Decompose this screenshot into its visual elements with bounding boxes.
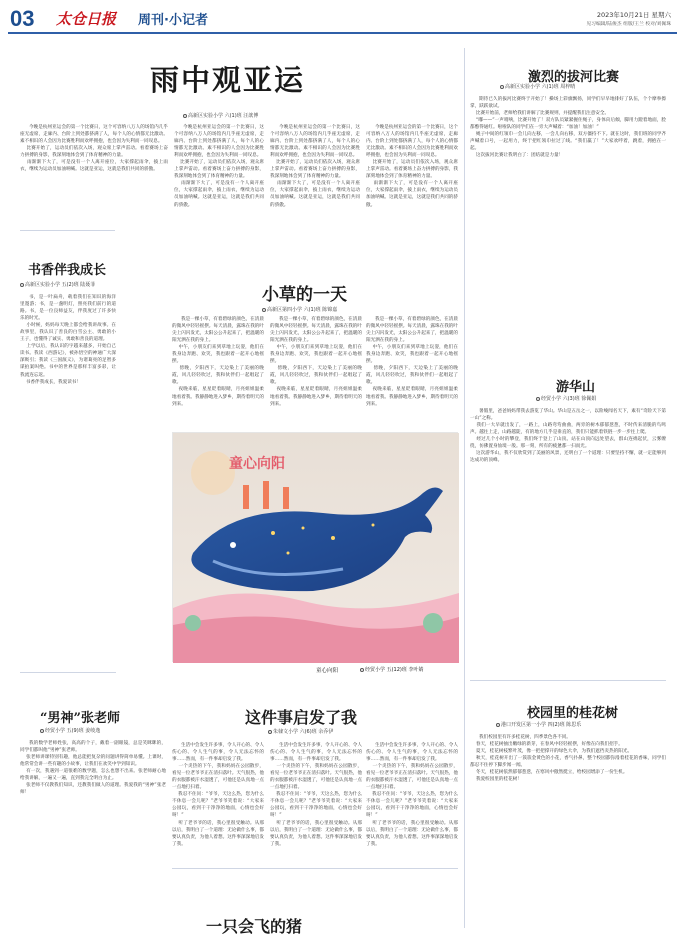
article-body-huashan: 暑假里，爸爸妈妈带我去游览了华山。华山是五岳之一，以险峻闻名天下，素有“奇险天下第一山”之称。 我们一大早就出发了，一路上，山路弯弯曲曲，两旁的树木郁郁葱葱，不时传来清脆的鸟鸣声。越往上走，山路越陡，有的地方几乎是垂直的，我们只能抓着铁链一步一步往上爬。 经过几个小时的攀登，我们终于登上了山顶。站在山顶向远处望去，群山连绵起伏，云雾缭绕，仿佛置身仙境一般。那一刻，所有的疲惫都一扫而光。 这次游华山，我不仅欣赏到了美丽的风景，还明白了一个道理：只要坚持不懈，就一定能够到达成功的顶峰。 (470, 409, 666, 464)
article-body-zhanglaoshi: 我的数学老师姓张，高高的个子，戴着一副眼镜，总是笑眯眯的，同学们都叫他“男神”张老师。 张老师讲课特别有趣，他总能把复杂的问题讲得简单易懂。上课时，他常常会讲一些有趣的小故事，让我们在欢笑中学到知识。 有一次，我遇到一道很难的数学题，怎么也想不出来。张老师耐心地给我讲解，一遍又一遍，直到我完全明白为止。 张老师不仅教我们知识，还教我们做人的道理。我爱我的“男神”张老师！ (20, 741, 167, 796)
article-body-guihua: 我们校园里有许多桂花树，四季景色各不同。 春天，桂花树抽出嫩绿的新芽，在春风中轻轻摇摆，好像在向我们招手。 夏天，桂花树枝繁叶茂，像一把把撑开的绿色大伞，为我们遮挡炎热的阳光。 秋天，桂花树开出了一簇簇金黄色的小花，香气扑鼻，整个校园都弥漫着桂花的香味，同学们都忍不住停下脚步闻一闻。 冬天，桂花树依然郁郁葱葱，在寒风中傲然挺立，给校园增添了一份生机。 我爱校园里的桂花树！ (470, 735, 666, 783)
header-rule (8, 32, 677, 34)
editor-line: 见习编辑/陆俊杰 组版/王兰 校对/刘佩珠 (586, 22, 671, 27)
article-title-bahe: 激烈的拔河比赛 (528, 70, 620, 85)
article-byline-bahe: 高新区实验小学 六(1)班 周梓晴 (500, 83, 575, 90)
article-title-xiaocao: 小草的一天 (262, 285, 347, 305)
byline-dot-icon (183, 114, 187, 118)
article-body-bahe: 期待已久的拔河比赛终于开始了！操场上彩旗飘扬，同学们早早地排好了队伍，个个摩拳擦掌，跃跃欲试。 比赛开始前，老师给我们讲解了比赛规则，并提醒我们注意安全。 “嘟——”一声哨响，比赛开始了！双方队员紧紧握住绳子，身体向后倾，脚用力蹬着地面，脸都憋得通红。啦啦队的同学们在一旁大声喊着：“加油！加油！” 绳子中间的红领巾一会儿向左移，一会儿向右移，双方僵持不下。就在这时，我们班的同学齐声喊着口号，一起用力，终于把红领巾拉过了线。“我们赢了！”大家欢呼着，跳着，拥抱在一起。 这次拔河比赛让我明白了：团结就是力量！ (470, 97, 667, 159)
article-byline-zhanglaoshi: 经贸小学 五(9)班 姜岐逸 (40, 727, 100, 734)
article-body-xiaocao-col1: 我是一棵小草，有着碧绿的颜色，在清晨的微风中轻轻摇摆。每天清晨，露珠在我的叶尖上闪闪发光，太阳公公升起来了，把温暖的阳光洒在我的身上。 中午，小朋友们来到草地上玩耍，他们在我身边奔跑、欢笑，我也跟着一起开心地摇摆。 傍晚，夕阳西下，天边染上了美丽的晚霞，风儿轻轻吹过，我和伙伴们一起唱起了歌。 夜晚来临，星星眨着眼睛，月亮姐姐温柔地看着我。我静静地进入梦乡，期待着明天的到来。 (172, 317, 264, 407)
whale-drawing (173, 433, 459, 663)
article-body-qifa-col2: 生活中会发生许多事，令人开心的、令人伤心的、令人生气的事，令人无法忘怀的事……然而，有一件事却启发了我。 一个炎热的下午，我和妈妈在公园散步，看见一位老爷爷正在清扫落叶。天气很热，他的衣服都被汗水湿透了，可他还是认真地一点一点地打扫着。 我忍不住问：“爷爷，天这么热，您为什么不休息一会儿呢？”老爷爷笑着说：“大家来公园玩，看到干干净净的地面，心情也会好呀！” 听了老爷爷的话，我心里很受触动。从那以后，我明白了一个道理：无论做什么事，都要认真负责，为他人着想。这件事深深地启发了我。 (270, 743, 362, 847)
divider (20, 672, 116, 673)
article-title-yazhong: 雨中观亚运 (150, 63, 306, 97)
header (0, 0, 685, 34)
article-body-shuxiang: 书，是一叶扁舟，载着我们在知识的海洋里遨游；书，是一盏明灯，照亮我们前行的道路。书，是一位良师益友，伴我度过了许多快乐的时光。 小时候，妈妈每天晚上都会给我讲故事。在故事里，我认识了善良的白雪公主、勇敢的小王子，也懂得了诚实、勇敢和善良的道理。 上学以后，我认识的字越来越多，开始自己读书。我读《西游记》，被孙悟空的神通广大深深吸引；我读《三国演义》，为诸葛亮的足智多谋拍案叫绝。书中的世界是那样丰富多彩，让我流连忘返。 书香伴我成长，我爱读书！ (20, 295, 116, 385)
divider (464, 48, 465, 928)
page-number: 03 (10, 6, 35, 31)
article-body-yazhong-col2: 今晚是杭州亚运会的第一个比赛日，这个可容纳八万人的场馆内几乎座无虚席，走廊内、台阶上到处都挤满了人，每个人的心情都无比激动。素不相识的人会因为比赛胜利而欢呼拥抱，也会因为失利而一同叹息。 比赛开始了，运动员们依次入场，观众席上掌声雷动。看着赛场上奋力拼搏的身影，我深刻地体会到了体育精神的力量。 雨渐渐下大了，可是没有一个人离开座位，大家撑起雨伞，披上雨衣，继续为运动员加油呐喊。这就是亚运，这就是我们共同的骄傲。 (174, 125, 264, 208)
paper-logo: 太仓日报 (56, 10, 117, 28)
article-byline-huashan: 经贸小学 六(3)班 徐佩娟 (536, 395, 596, 402)
article-body-qifa-col1: 生活中会发生许多事，令人开心的、令人伤心的、令人生气的事，令人无法忘怀的事……然而，有一件事却启发了我。 一个炎热的下午，我和妈妈在公园散步，看见一位老爷爷正在清扫落叶。天气很热，他的衣服都被汗水湿透了，可他还是认真地一点一点地打扫着。 我忍不住问：“爷爷，天这么热，您为什么不休息一会儿呢？”老爷爷笑着说：“大家来公园玩，看到干干净净的地面，心情也会好呀！” 听了老爷爷的话，我心里很受触动。从那以后，我明白了一个道理：无论做什么事，都要认真负责，为他人着想。这件事深深地启发了我。 (172, 743, 264, 847)
illustration-label: 童心向阳 (229, 456, 285, 472)
article-body-qifa-col3: 生活中会发生许多事，令人开心的、令人伤心的、令人生气的事，令人无法忘怀的事……然而，有一件事却启发了我。 一个炎热的下午，我和妈妈在公园散步，看见一位老爷爷正在清扫落叶。天气很热，他的衣服都被汗水湿透了，可他还是认真地一点一点地打扫着。 我忍不住问：“爷爷，天这么热，您为什么不休息一会儿呢？”老爷爷笑着说：“大家来公园玩，看到干干净净的地面，心情也会好呀！” 听了老爷爷的话，我心里很受触动。从那以后，我明白了一个道理：无论做什么事，都要认真负责，为他人着想。这件事深深地启发了我。 (366, 743, 458, 847)
divider (172, 868, 458, 869)
divider (470, 680, 666, 681)
article-body-xiaocao-col3: 我是一棵小草，有着碧绿的颜色，在清晨的微风中轻轻摇摆。每天清晨，露珠在我的叶尖上闪闪发光，太阳公公升起来了，把温暖的阳光洒在我的身上。 中午，小朋友们来到草地上玩耍，他们在我身边奔跑、欢笑，我也跟着一起开心地摇摆。 傍晚，夕阳西下，天边染上了美丽的晚霞，风儿轻轻吹过，我和伙伴们一起唱起了歌。 夜晚来临，星星眨着眼睛，月亮姐姐温柔地看着我。我静静地进入梦乡，期待着明天的到来。 (366, 317, 458, 407)
article-body-yazhong-col4: 今晚是杭州亚运会的第一个比赛日，这个可容纳八万人的场馆内几乎座无虚席，走廊内、台阶上到处都挤满了人，每个人的心情都无比激动。素不相识的人会因为比赛胜利而欢呼拥抱，也会因为失利而一同叹息。 比赛开始了，运动员们依次入场，观众席上掌声雷动。看着赛场上奋力拼搏的身影，我深刻地体会到了体育精神的力量。 雨渐渐下大了，可是没有一个人离开座位，大家撑起雨伞，披上雨衣，继续为运动员加油呐喊。这就是亚运，这就是我们共同的骄傲。 (366, 125, 458, 208)
article-title-zhanglaoshi: “男神”张老师 (40, 711, 120, 726)
illustration-caption: 童心向阳 (316, 668, 339, 674)
byline-dot-icon (268, 730, 272, 734)
article-byline-qifa: 朱棣文小学 六(6)班 余乔伊 (268, 728, 333, 735)
byline-dot-icon (20, 283, 24, 287)
article-title-qifa: 这件事启发了我 (245, 708, 358, 727)
article-title-huashan: 游华山 (556, 380, 596, 395)
illustration-whale (172, 432, 458, 662)
illustration-credit: 经贸小学 五(12)班 李叶婧 (360, 666, 423, 673)
date-line: 2023年10月21日 星期六 (596, 11, 671, 19)
article-title-shuxiang: 书香伴我成长 (28, 263, 107, 278)
divider (20, 230, 115, 231)
article-byline-xiaocao: 高新区第四小学 六(1)班 陈锦嘉 (262, 306, 337, 313)
article-title-guihua: 校园里的桂花树 (527, 706, 619, 721)
byline-dot-icon (360, 668, 364, 672)
byline-dot-icon (40, 729, 44, 733)
article-body-yazhong-col3: 今晚是杭州亚运会的第一个比赛日，这个可容纳八万人的场馆内几乎座无虚席，走廊内、台阶上到处都挤满了人，每个人的心情都无比激动。素不相识的人会因为比赛胜利而欢呼拥抱，也会因为失利而一同叹息。 比赛开始了，运动员们依次入场，观众席上掌声雷动。看着赛场上奋力拼搏的身影，我深刻地体会到了体育精神的力量。 雨渐渐下大了，可是没有一个人离开座位，大家撑起雨伞，披上雨衣，继续为运动员加油呐喊。这就是亚运，这就是我们共同的骄傲。 (270, 125, 360, 208)
article-title-feizhu: 一只会飞的猪 (206, 917, 303, 936)
article-byline-yazhong: 高新区实验小学 六(1)班 汪歆博 (183, 112, 258, 119)
byline-dot-icon (500, 85, 504, 89)
article-byline-shuxiang: 高新区实验小学 五(2)班 陆聂菲 (20, 281, 95, 288)
article-body-xiaocao-col2: 我是一棵小草，有着碧绿的颜色，在清晨的微风中轻轻摇摆。每天清晨，露珠在我的叶尖上闪闪发光，太阳公公升起来了，把温暖的阳光洒在我的身上。 中午，小朋友们来到草地上玩耍，他们在我身边奔跑、欢笑，我也跟着一起开心地摇摆。 傍晚，夕阳西下，天边染上了美丽的晚霞，风儿轻轻吹过，我和伙伴们一起唱起了歌。 夜晚来临，星星眨着眼睛，月亮姐姐温柔地看着我。我静静地进入梦乡，期待着明天的到来。 (270, 317, 362, 407)
section-name: 周刊·小记者 (138, 13, 208, 28)
byline-dot-icon (496, 723, 500, 727)
article-body-yazhong: 今晚是杭州亚运会的第一个比赛日，这个可容纳八万人的场馆内几乎座无虚席，走廊内、台阶上到处都挤满了人，每个人的心情都无比激动。素不相识的人会因为比赛胜利而欢呼拥抱，也会因为失利而一同叹息。 比赛开始了，运动员们依次入场，观众席上掌声雷动。看着赛场上奋力拼搏的身影，我深刻地体会到了体育精神的力量。 雨渐渐下大了，可是没有一个人离开座位，大家撑起雨伞，披上雨衣，继续为运动员加油呐喊。这就是亚运，这就是我们共同的骄傲。 (20, 125, 168, 173)
byline-dot-icon (536, 397, 540, 401)
byline-dot-icon (262, 308, 266, 312)
article-byline-guihua: 港口开发区第一小学 四(2)班 陈思乐 (496, 721, 581, 728)
